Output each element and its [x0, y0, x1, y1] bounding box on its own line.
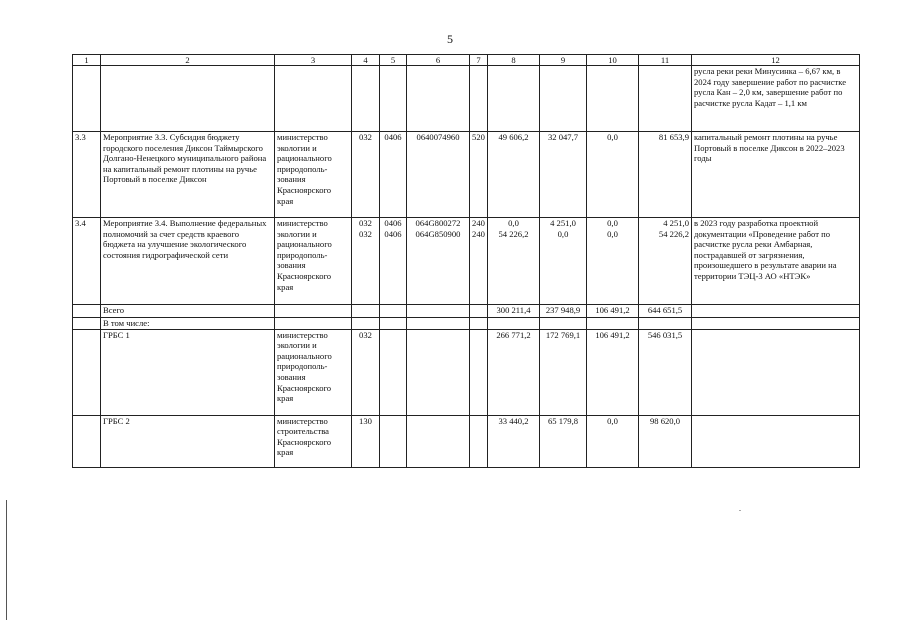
column-header: 5: [380, 55, 407, 66]
responsible-body: министерство экологии и рационального природополь-зования Красноярского края: [275, 329, 352, 415]
amount-2022: 49 606,2: [488, 132, 540, 218]
column-header: 4: [352, 55, 380, 66]
grbs-code: 130: [352, 415, 380, 467]
column-header: 11: [639, 55, 692, 66]
grbs-label: ГРБС 1: [101, 329, 275, 415]
amount-2023: 32 047,7: [540, 132, 587, 218]
table-row-grbs-2: [73, 415, 860, 467]
amount-2023: 65 179,8: [540, 415, 587, 467]
amount-2022: 266 771,2: [488, 329, 540, 415]
total-label: Всего: [101, 305, 275, 318]
amount-2024: 0,0 0,0: [587, 218, 639, 305]
scan-speck: [739, 510, 741, 511]
column-header: 8: [488, 55, 540, 66]
amount-total: 98 620,0: [639, 415, 692, 467]
column-header: 9: [540, 55, 587, 66]
amount-total: 4 251,0 54 226,2: [639, 218, 692, 305]
amount-2022: 0,0 54 226,2: [488, 218, 540, 305]
result-description: в 2023 году разработка проектной документации «Проведение работ по расчистке русла реки Амбарная, пострадавшей от загрязнения, произошедшего в результате аварии на территории ТЭЦ-3 АО «НТЭК»: [692, 218, 860, 305]
column-header: 2: [101, 55, 275, 66]
target-code: 064G800272 064G850900: [407, 218, 470, 305]
column-header: 10: [587, 55, 639, 66]
activity-name: Мероприятие 3.3. Субсидия бюджету городского поселения Диксон Таймырского Долгано-Ненецкого муниципального района на капитальный ремонт плотины на ручье Портовый в поселке Диксон: [101, 132, 275, 218]
column-header: 7: [470, 55, 488, 66]
amount-total: 81 653,9: [639, 132, 692, 218]
column-header: 6: [407, 55, 470, 66]
amount-total: 546 031,5: [639, 329, 692, 415]
item-number: 3.3: [73, 132, 101, 218]
header-row: [73, 55, 860, 66]
section-code: 0406 0406: [380, 218, 407, 305]
result-description: капитальный ремонт плотины на ручье Портовый в поселке Диксон в 2022–2023 годы: [692, 132, 860, 218]
table-row-continuation: [73, 66, 860, 132]
amount-2023: 172 769,1: [540, 329, 587, 415]
column-header: 1: [73, 55, 101, 66]
table-row-3-4: [73, 218, 860, 305]
amount-2022: 300 211,4: [488, 305, 540, 318]
amount-2023: 4 251,0 0,0: [540, 218, 587, 305]
activity-name: Мероприятие 3.4. Выполнение федеральных полномочий за счет средств краевого бюджета на улучшение экологического состояния гидрографической сети: [101, 218, 275, 305]
scan-edge-line: [6, 500, 7, 620]
table-row-grbs-1: [73, 329, 860, 415]
grbs-label: ГРБС 2: [101, 415, 275, 467]
expense-type-code: 520: [470, 132, 488, 218]
amount-2022: 33 440,2: [488, 415, 540, 467]
amount-2024: 106 491,2: [587, 329, 639, 415]
column-header: 3: [275, 55, 352, 66]
item-number: 3.4: [73, 218, 101, 305]
grbs-code: 032 032: [352, 218, 380, 305]
amount-2024: 106 491,2: [587, 305, 639, 318]
page-number: 5: [447, 32, 453, 46]
budget-table: [72, 54, 860, 468]
amount-2023: 237 948,9: [540, 305, 587, 318]
responsible-body: министерство экологии и рационального природополь-зования Красноярского края: [275, 218, 352, 305]
responsible-body: министерство строительства Красноярского края: [275, 415, 352, 467]
table-row-3-3: [73, 132, 860, 218]
amount-total: 644 651,5: [639, 305, 692, 318]
including-label: В том числе:: [101, 318, 275, 330]
table-row-total: [73, 305, 860, 318]
grbs-code: 032: [352, 132, 380, 218]
result-description: русла реки реки Минусинка – 6,67 км, в 2024 году завершение работ по расчистке русла Кан – 2,0 км, завершение работ по расчистке русла Кадат – 1,1 км: [692, 66, 860, 132]
amount-2024: 0,0: [587, 415, 639, 467]
grbs-code: 032: [352, 329, 380, 415]
target-code: 0640074960: [407, 132, 470, 218]
column-header: 12: [692, 55, 860, 66]
amount-2024: 0,0: [587, 132, 639, 218]
expense-type-code: 240 240: [470, 218, 488, 305]
section-code: 0406: [380, 132, 407, 218]
table-row-including: [73, 318, 860, 330]
responsible-body: министерство экологии и рационального природополь-зования Красноярского края: [275, 132, 352, 218]
